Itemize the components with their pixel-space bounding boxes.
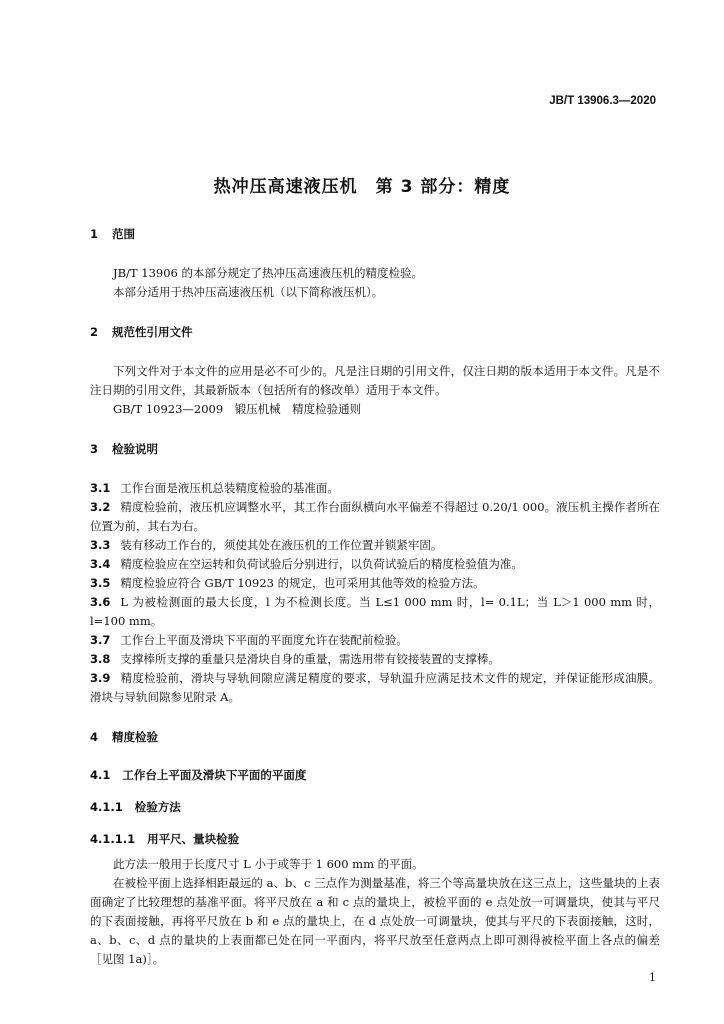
clause: 3.2 精度检验前，液压机应调整水平，其工作台面纵横向水平偏差不得超过 0.20/1 000。液压机主操作者所在位置为前，其右为右。 [90, 500, 660, 533]
section-title: 规范性引用文件 [112, 325, 193, 339]
clause: 3.6 L 为被检测面的最大长度，l 为不检测长度。当 L≤1 000 mm 时，l= 0.1L；当 L＞1 000 mm 时，l=100 mm。 [90, 595, 660, 628]
document-title: 热冲压高速液压机 第 3 部分：精度 [213, 177, 511, 197]
paragraph: 在被检平面上选择相距最远的 a、b、c 三点作为测量基准，将三个等高量块放在这三点上，这些量块的上表面确定了比较理想的基准平面。将平尺放在 a 和 c 点的量块上，被检平面的 e 点处放一可调量块，使其与平尺的下表面接触，再将平尺放在 b 和 e 点的量块上，在 d 点处放一可调量块，使其与平尺的下表面接触，这时，a、b、c、d 点的量块的上表面都已处在同一平面内，将平尺放至任意两点上即可测得被检平面上各点的偏差［见图 1a)］。 [90, 876, 660, 966]
section-number: 2 [90, 325, 99, 339]
clause: 3.5 精度检验应符合 GB/T 10923 的规定，也可采用其他等效的检验方法。 [90, 576, 485, 590]
clause: 3.9 精度检验前，滑块与导轨间隙应满足精度的要求，导轨温升应满足技术文件的规定，并保证能形成油膜。滑块与导轨间隙参见附录 A。 [90, 671, 660, 704]
document-body [90, 226, 660, 969]
clause-list [90, 479, 660, 707]
clause: 3.7 工作台上平面及滑块下平面的平面度允许在装配前检验。 [90, 633, 408, 647]
section-title: 范围 [112, 227, 135, 241]
paragraph: 此方法一般用于长度尺寸 L 小于或等于 1 600 mm 的平面。 [113, 857, 424, 871]
section-title: 精度检验 [112, 730, 158, 744]
section-heading [90, 226, 660, 242]
normative-reference: GB/T 10923—2009 锻压机械 精度检验通则 [113, 402, 362, 416]
section-number: 1 [90, 227, 99, 241]
document-code: JB/T 13906.3—2020 [549, 95, 656, 107]
section-number: 3 [90, 442, 99, 456]
paragraph: 本部分适用于热冲压高速液压机（以下简称液压机）。 [113, 285, 384, 299]
subsection-heading: 4.1 工作台上平面及滑块下平面的平面度 [90, 768, 307, 782]
section-heading [90, 729, 660, 745]
paragraph: JB/T 13906 的本部分规定了热冲压高速液压机的精度检验。 [113, 266, 423, 280]
clause: 3.4 精度检验应在空运转和负荷试验后分别进行，以负荷试验后的精度检验值为准。 [90, 557, 523, 571]
section-heading [90, 324, 660, 340]
subsection-heading: 4.1.1.1 用平尺、量块检验 [90, 832, 240, 846]
clause: 3.1 工作台面是液压机总装精度检验的基准面。 [90, 481, 339, 495]
paragraph: 下列文件对于本文件的应用是必不可少的。凡是注日期的引用文件，仅注日期的版本适用于本文件。凡是不注日期的引用文件，其最新版本（包括所有的修改单）适用于本文件。 [90, 364, 660, 397]
page-number: 1 [649, 971, 656, 984]
section-title: 检验说明 [112, 442, 158, 456]
subsection-heading: 4.1.1 检验方法 [90, 800, 181, 814]
clause: 3.3 装有移动工作台的，须使其处在液压机的工作位置并锁紧牢固。 [90, 538, 443, 552]
section-number: 4 [90, 730, 99, 744]
clause: 3.8 支撑棒所支撑的重量只是滑块自身的重量，需选用带有铰接装置的支撑棒。 [90, 652, 500, 666]
section-heading [90, 441, 660, 457]
